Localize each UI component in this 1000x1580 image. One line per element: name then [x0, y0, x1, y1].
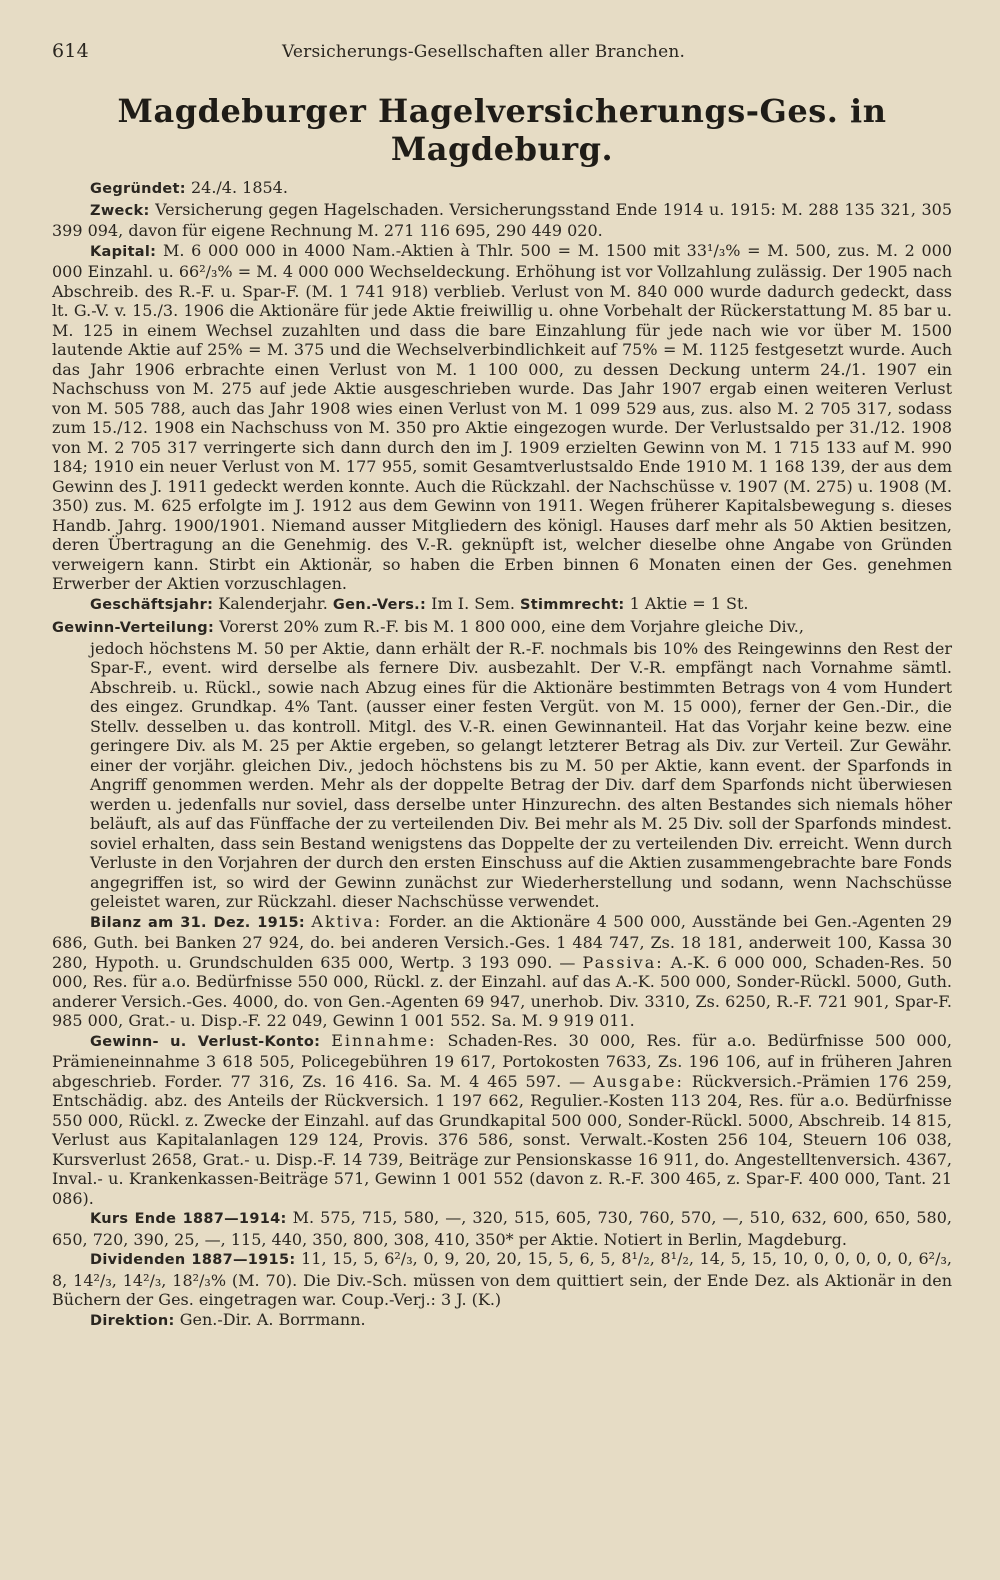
quotes-text: M. 575, 715, 580, —, 320, 515, 605, 730, 760, 570, —, 510, 632, 600, 650, 580, 650, 720, 390, 25, —, 115, 440, 350, 800, 308, 410, 350* per Aktie. Notiert in Berlin, Magdeburg.: [52, 1208, 953, 1249]
fiscal-year-text: Kalenderjahr.: [218, 593, 328, 613]
purpose-paragraph: [52, 200, 952, 241]
profit-distribution-first-text: Vorerst 20% zum R.-F. bis M. 1 800 000, eine dem Vorjahre gleiche Div.,: [219, 617, 804, 636]
balance-paragraph: [52, 912, 952, 1031]
capital-text: M. 6 000 000 in 4000 Nam.-Aktien à Thlr. 500 = M. 1500 mit 33¹/₃% = M. 500, zus. M. 2 000 000 Einzahl. u. 66²/₃% = M. 4 000 000 Wechseldeckung. Erhöhung ist vor Vollzahlung zulässig. Der 1905 nach Abschreib. des R.-F. u. Spar-F. (M. 1 741 918) verblieb. Verlust von M. 840 000 wurde dadurch gedeckt, dass lt. G.-V. v. 15./3. 1906 die Aktionäre für jede Aktie freiwillig u. ohne Vorbehalt der Rückerstattung M. 85 bar u. M. 125 in einem Wechsel zuzahlten und dass die bare Einzahlung für jede nach wie vor über M. 1500 lautende Aktie auf 25% = M. 375 und die Wechselverbindlichkeit auf 75% = M. 1125 festgesetzt wurde. Auch das Jahr 1906 erbrachte einen Verlust von M. 1 100 000, zu dessen Deckung unterm 24./1. 1907 ein Nachschuss von M. 275 auf jede Aktie ausgeschrieben wurde. Das Jahr 1907 ergab einen weiteren Verlust von M. 505 788, auch das Jahr 1908 wies einen Verlust von M. 1 099 529 aus, zus. also M. 2 705 317, sodass zum 15./12. 1908 ein Nachschuss von M. 350 pro Aktie eingezogen wurde. Der Verlustsaldo per 31./12. 1908 von M. 2 705 317 verringerte sich dann durch den im J. 1909 erzielten Gewinn von M. 1 715 133 auf M. 990 184; 1910 ein neuer Verlust von M. 177 955, somit Gesamtverlustsaldo Ende 1910 M. 1 168 139, der aus dem Gewinn des J. 1911 gedeckt werden konnte. Auch die Rückzahl. der Nachschüsse v. 1907 (M. 275) u. 1908 (M. 350) zus. M. 625 erfolgte im J. 1912 aus dem Gewinn von 1911. Wegen früherer Kapitalsbewegung s. dieses Handb. Jahrg. 1900/1901. Niemand ausser Mitgliedern des königl. Hauses darf mehr als 50 Aktien besitzen, deren Übertragung an die Genehmig. des V.-R. geknüpft ist, welcher dieselbe ohne Angabe von Gründen verweigern kann. Stirbt ein Aktionär, so haben die Erben binnen 6 Monaten einen der Ges. genehmen Erwerber der Aktien vorzuschlagen.: [52, 240, 952, 593]
expense-label: Ausgabe:: [592, 1071, 684, 1091]
profit-distribution-block: [52, 617, 952, 912]
capital-paragraph: [52, 241, 952, 594]
general-meeting-text: Im I. Sem.: [431, 593, 515, 613]
fiscal-year-label: Geschäftsjahr:: [90, 596, 214, 613]
general-meeting-label: Gen.-Vers.:: [332, 596, 427, 613]
voting-right-text: 1 Aktie = 1 St.: [629, 593, 749, 613]
expense-text: Rückversich.-Prämien 176 259, Entschädig. abz. des Anteils der Rückversich. 1 197 662, Regulier.-Kosten 113 204, Res. für a.o. Bedürfnisse 550 000, Rückl. z. Zwecke der Einzahl. auf das Grundkapital 500 000, Sonder-Rückl. 5000, Abschreib. 14 815, Verlust aus Kapitalanlagen 129 124, Provis. 376 586, sonst. Verwalt.-Kosten 256 104, Steuern 106 038, Kursverlust 2658, Grat.- u. Disp.-F. 14 739, Beiträge zur Pensionskasse 16 911, do. Angestelltenversich. 4367, Inval.- u. Krankenkassen-Beiträge 571, Gewinn 1 001 552 (davon z. R.-F. 300 465, z. Spar-F. 400 000, Tant. 21 086).: [52, 1071, 953, 1208]
management-label: Direktion:: [90, 1312, 175, 1329]
dividends-text: 11, 15, 5, 6²/₃, 0, 9, 20, 20, 15, 5, 6, 5, 8¹/₂, 8¹/₂, 14, 5, 15, 10, 0, 0, 0, 0, 0, 6²/₃, 8, 14²/₃, 14²/₃, 18²/₃% (M. 70). Die Div.-Sch. müssen von dem quittiert sein, der Ende Dez. als Aktionär in den Büchern der Ges. eingetragen war. Coup.-Verj.: 3 J. (K.): [52, 1249, 952, 1309]
assets-label: Aktiva:: [311, 911, 383, 931]
management-text: Gen.-Dir. A. Borrmann.: [179, 1309, 366, 1329]
income-label: Einnahme:: [331, 1030, 437, 1050]
profit-loss-label: Gewinn- u. Verlust-Konto:: [90, 1033, 321, 1050]
quotes-paragraph: [52, 1208, 952, 1249]
founded-label: Gegründet:: [90, 181, 186, 197]
quotes-label: Kurs Ende 1887—1914:: [90, 1211, 287, 1227]
profit-distribution-text: jedoch höchstens M. 50 per Aktie, dann erhält der R.-F. nochmals bis 10% des Reingewinns den Rest der Spar-F., event. wird derselbe als fernere Div. ausbezahlt. Der V.-R. empfängt nach Vornahme sämtl. Abschreib. u. Rückl., sowie nach Abzug eines für die Aktionäre bestimmten Betrags von 4 vom Hundert des eingez. Grundkap. 4% Tant. (ausser einer festen Vergüt. von M. 15 000), ferner der Gen.-Dir., die Stellv. desselben u. das kontroll. Mitgl. des V.-R. einen Gewinnanteil. Hat das Vorjahr keine bezw. eine geringere Div. als M. 25 per Aktie ergeben, so gelangt letzterer Betrag als Div. zur Verteil. Zur Gewähr. einer der vorjähr. gleichen Div., jedoch höchstens bis zu M. 50 per Aktie, kann event. der Sparfonds in Angriff genommen werden. Mehr als der doppelte Betrag der Div. darf dem Sparfonds nicht überwiesen werden u. jedenfalls nur soviel, dass derselbe unter Hinzurechn. des alten Bestandes sich niemals höher beläuft, als auf das Fünffache der zu verteilenden Div. Bei mehr als M. 25 Div. soll der Sparfonds mindest. soviel erhalten, dass sein Bestand wenigstens das Doppelte der zu verteilenden Div. erreicht. Wenn durch Verluste in den Vorjahren der durch den ersten Einschuss auf die Aktien zusammengebrachte bare Fonds angegriffen ist, so wird der Gewinn zunächst zur Wiederherstellung und sodann, wenn Nachschüsse geleistet waren, zur Rückzahl. dieser Nachschüsse verwendet.: [90, 638, 952, 911]
page-number: 614: [52, 40, 89, 62]
profit-distribution-label: Gewinn-Verteilung:: [52, 620, 215, 636]
purpose-text: Versicherung gegen Hagelschaden. Versicherungsstand Ende 1914 u. 1915: M. 288 135 321, 305 399 094, davon für eigene Rechnung M. 271 116 695, 290 449 020.: [52, 199, 952, 240]
capital-label: Kapital:: [90, 243, 157, 260]
liabilities-label: Passiva:: [582, 952, 664, 972]
assets-text: Forder. an die Aktionäre 4 500 000, Ausstände bei Gen.-Agenten 29 686, Guth. bei Banken 27 924, do. bei anderen Versich.-Ges. 1 484 747, Zs. 18 181, anderweit 100, Kassa 30 280, Hypoth. u. Grundschulden 635 000, Wertp. 3 193 090. —: [52, 911, 952, 972]
dividends-label: Dividenden 1887—1915:: [90, 1252, 296, 1268]
profit-loss-paragraph: [52, 1031, 952, 1209]
running-title: Versicherungs-Gesellschaften aller Branchen.: [282, 42, 686, 62]
income-text: Schaden-Res. 30 000, Res. für a.o. Bedürfnisse 500 000, Prämieneinnahme 3 618 505, Policegebühren 19 617, Portokosten 7633, Zs. 196 106, auf in früheren Jahren abgeschrieb. Forder. 77 316, Zs. 16 416. Sa. M. 4 465 597. —: [52, 1030, 953, 1091]
dividends-paragraph: [52, 1249, 952, 1310]
management-paragraph: [52, 1310, 952, 1332]
voting-right-label: Stimmrecht:: [520, 596, 625, 613]
profit-distribution-first-line: [52, 617, 952, 639]
founded-paragraph: [52, 178, 952, 200]
running-head: [52, 40, 952, 80]
founded-text: 24./4. 1854.: [190, 178, 288, 197]
purpose-label: Zweck:: [90, 202, 150, 219]
balance-label: Bilanz am 31. Dez. 1915:: [90, 914, 305, 931]
liabilities-text: A.-K. 6 000 000, Schaden-Res. 50 000, Res. für a.o. Bedürfnisse 550 000, Rückl. z. der Einzahl. auf das A.-K. 500 000, Sonder-Rückl. 5000, Guth. anderer Versich.-Ges. 4000, do. von Gen.-Agenten 69 947, unerhob. Div. 3310, Zs. 6250, R.-F. 721 901, Spar-F. 985 000, Grat.- u. Disp.-F. 22 049, Gewinn 1 001 552. Sa. M. 9 919 011.: [52, 952, 953, 1030]
fiscal-paragraph: [52, 594, 952, 616]
company-title: Magdeburger Hagelversicherungs-Ges. in Magdeburg.: [117, 92, 887, 168]
